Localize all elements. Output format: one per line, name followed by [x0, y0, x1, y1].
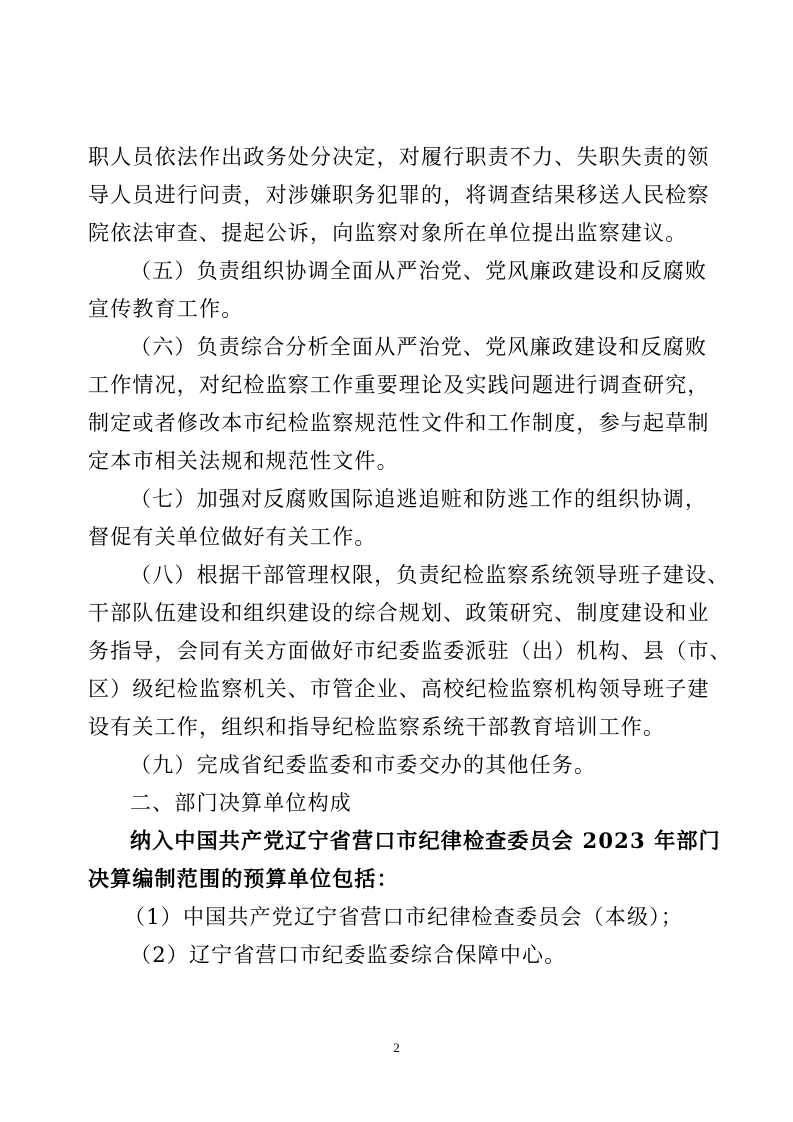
- body-text-line: 务指导，会同有关方面做好市纪委监委派驻（出）机构、县（市、: [88, 639, 732, 663]
- unit-list-item: （2）辽宁省营口市纪委监委综合保障中心。: [130, 943, 567, 967]
- body-text-line: 区）级纪检监察机关、市管企业、高校纪检监察机构领导班子建: [88, 677, 710, 701]
- body-text-line: 设有关工作，组织和指导纪检监察系统干部教育培训工作。: [88, 715, 666, 739]
- bold-intro-line: 纳入中国共产党辽宁省营口市纪律检查委员会 2023 年部门: [130, 828, 721, 853]
- body-text-line: 工作情况，对纪检监察工作重要理论及实践问题进行调查研究，: [88, 373, 710, 397]
- paragraph-nine-line: （九）完成省纪委监委和市委交办的其他任务。: [130, 753, 597, 777]
- body-text-line: 定本市相关法规和规范性文件。: [88, 449, 399, 473]
- page-number: 2: [393, 1040, 400, 1055]
- body-text-line: 督促有关单位做好有关工作。: [88, 525, 377, 549]
- unit-list-item: （1）中国共产党辽宁省营口市纪律检查委员会（本级）；: [124, 905, 684, 929]
- bold-intro-line: 决算编制范围的预算单位包括：: [88, 866, 399, 891]
- paragraph-eight-line: （八）根据干部管理权限，负责纪检监察系统领导班子建设、: [130, 563, 730, 587]
- body-text-line: 导人员进行问责，对涉嫌职务犯罪的，将调查结果移送人民检察: [88, 183, 710, 207]
- body-text-line: 干部队伍建设和组织建设的综合规划、政策研究、制度建设和业: [88, 601, 710, 625]
- paragraph-six-line: （六）负责综合分析全面从严治党、党风廉政建设和反腐败: [130, 335, 708, 359]
- paragraph-seven-line: （七）加强对反腐败国际追逃追赃和防逃工作的组织协调，: [130, 487, 708, 511]
- body-text-line: 制定或者修改本市纪检监察规范性文件和工作制度，参与起草制: [88, 411, 710, 435]
- section-heading: 二、部门决算单位构成: [130, 791, 352, 815]
- body-text-line: 宣传教育工作。: [88, 297, 244, 321]
- body-text-line: 院依法审查、提起公诉，向监察对象所在单位提出监察建议。: [88, 221, 688, 245]
- paragraph-five-line: （五）负责组织协调全面从严治党、党风廉政建设和反腐败: [130, 259, 708, 283]
- body-text-line: 职人员依法作出政务处分决定，对履行职责不力、失职失责的领: [88, 145, 710, 169]
